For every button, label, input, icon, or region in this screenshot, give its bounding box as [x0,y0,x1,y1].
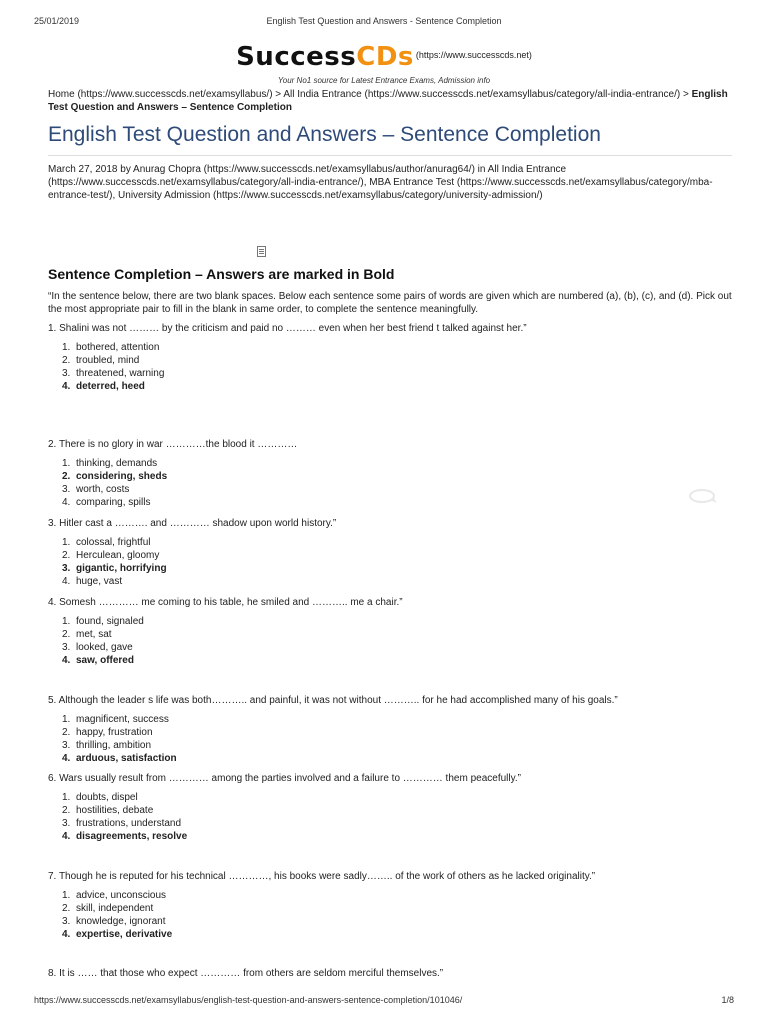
option-item [62,713,177,726]
option-text: looked, gave [76,642,133,653]
option-text: troubled, mind [76,355,140,366]
option-item [62,915,172,928]
option-number: 1. [62,890,71,901]
option-text: saw, offered [76,655,134,666]
option-text: frustrations, understand [76,818,182,829]
option-number: 3. [62,563,71,574]
breadcrumb-links[interactable]: Home (https://www.successcds.net/examsyllabus/) > All India Entrance (https://www.successcds.net/examsyllabus/category/all-india-entrance/) > [48,89,692,100]
answer-option [62,380,164,393]
site-logo-row [0,42,768,72]
option-item [62,496,167,509]
logo-main-text: Success [236,42,357,72]
question-text: 6. Wars usually result from ………… among the parties involved and a failure to ………… them peacefully.” [48,773,521,784]
option-number: 2. [62,903,71,914]
option-item [62,804,187,817]
option-number: 1. [62,792,71,803]
option-text: arduous, satisfaction [76,753,177,764]
option-number: 3. [62,368,71,379]
option-number: 1. [62,714,71,725]
breadcrumb-current: English Test Question and Answers – Sentence Completion [48,89,728,113]
option-list [62,713,177,765]
answer-option [62,830,187,843]
option-text: disagreements, resolve [76,831,188,842]
option-list [62,791,187,843]
question-text: 4. Somesh ………… me coming to his table, he smiled and ……….. me a chair.” [48,597,403,608]
option-number: 1. [62,342,71,353]
option-text: skill, independent [76,903,154,914]
print-url: https://www.successcds.net/examsyllabus/english-test-question-and-answers-sentence-completion/101046/ [34,995,463,1005]
chat-bubble-icon[interactable] [688,488,720,504]
option-number: 2. [62,471,71,482]
answer-option [62,562,167,575]
option-text: doubts, dispel [76,792,138,803]
section-heading: Sentence Completion – Answers are marked in Bold [48,266,395,282]
option-number: 4. [62,381,71,392]
option-list [62,341,164,393]
print-date: 25/01/2019 [34,16,80,26]
page-number: 1/8 [721,995,734,1005]
option-number: 2. [62,355,71,366]
option-text: considering, sheds [76,471,168,482]
option-item [62,575,167,588]
logo-url[interactable]: (https://www.successcds.net) [415,50,532,60]
option-number: 3. [62,818,71,829]
pdf-icon[interactable] [257,246,266,257]
option-item [62,367,164,380]
option-text: deterred, heed [76,381,145,392]
title-divider [48,155,732,156]
option-number: 2. [62,805,71,816]
option-number: 1. [62,616,71,627]
option-item [62,889,172,902]
option-item [62,628,144,641]
option-text: met, sat [76,629,112,640]
print-title: English Test Question and Answers - Sentence Completion [266,16,502,26]
option-number: 4. [62,655,71,666]
option-number: 4. [62,497,71,508]
option-text: colossal, frightful [76,537,151,548]
logo-accent-text: CDs [356,42,414,72]
question-text: 5. Although the leader s life was both……….. and painful, it was not without ……….. for he had accomplished many of his goals.” [48,695,618,706]
option-item [62,549,167,562]
option-item [62,817,187,830]
page-title: English Test Question and Answers – Sentence Completion [48,123,601,146]
option-number: 2. [62,550,71,561]
option-text: advice, unconscious [76,890,167,901]
option-list [62,615,144,667]
option-number: 4. [62,929,71,940]
question-text: 7. Though he is reputed for his technical …………, his books were sadly…….. of the work of others as he lacked originality.” [48,871,596,882]
option-text: huge, vast [76,576,123,587]
option-text: happy, frustration [76,727,153,738]
option-list [62,457,167,509]
option-number: 4. [62,831,71,842]
option-list [62,536,167,588]
question-text: 1. Shalini was not ……… by the criticism and paid no ……… even when her best friend t talked against her.” [48,323,527,334]
option-text: worth, costs [76,484,130,495]
option-item [62,615,144,628]
option-text: knowledge, ignorant [76,916,166,927]
option-text: hostilities, debate [76,805,154,816]
site-logo[interactable] [236,42,414,72]
option-number: 3. [62,916,71,927]
post-meta[interactable]: March 27, 2018 by Anurag Chopra (https://www.successcds.net/examsyllabus/author/anurag64/) in All India Entrance (https://www.successcds.net/examsyllabus/category/all-india-entrance/), MBA Entrance Test (https://www.successcds.net/examsyllabus/category/mba-entrance-test/), University Admission (https://www.successcds.net/examsyllabus/category/university-admission/) [48,164,713,201]
option-item [62,902,172,915]
option-item [62,536,167,549]
site-tagline: Your No1 source for Latest Entrance Exams, Admission info [277,76,491,85]
option-number: 4. [62,753,71,764]
option-text: comparing, spills [76,497,151,508]
question-text: 8. It is …… that those who expect ………… from others are seldom merciful themselves.” [48,968,444,979]
question-text: 2. There is no glory in war …………the blood it ………… [48,439,298,450]
option-number: 2. [62,629,71,640]
option-number: 2. [62,727,71,738]
option-text: found, signaled [76,616,144,627]
option-item [62,341,164,354]
option-number: 3. [62,642,71,653]
option-item [62,641,144,654]
option-text: thrilling, ambition [76,740,152,751]
option-number: 4. [62,576,71,587]
option-text: magnificent, success [76,714,169,725]
option-item [62,483,167,496]
option-text: thinking, demands [76,458,158,469]
option-list [62,889,172,941]
option-item [62,726,177,739]
option-item [62,457,167,470]
option-text: expertise, derivative [76,929,173,940]
option-text: bothered, attention [76,342,160,353]
option-number: 1. [62,458,71,469]
option-text: threatened, warning [76,368,165,379]
option-item [62,354,164,367]
option-number: 3. [62,484,71,495]
question-text: 3. Hitler cast a ………. and ………… shadow upon world history.” [48,518,337,529]
answer-option [62,928,172,941]
answer-option [62,654,144,667]
instructions: “In the sentence below, there are two blank spaces. Below each sentence some pairs of words are given which are numbered (a), (b), (c), and (d). Pick out the most appropriate pair to fill in the blank in same order, to complete the sentence meaningfully. [48,291,732,315]
option-item [62,791,187,804]
breadcrumb [48,88,728,114]
answer-option [62,470,167,483]
option-item [62,739,177,752]
option-number: 3. [62,740,71,751]
option-text: Herculean, gloomy [76,550,160,561]
answer-option [62,752,177,765]
option-number: 1. [62,537,71,548]
option-text: gigantic, horrifying [76,563,167,574]
